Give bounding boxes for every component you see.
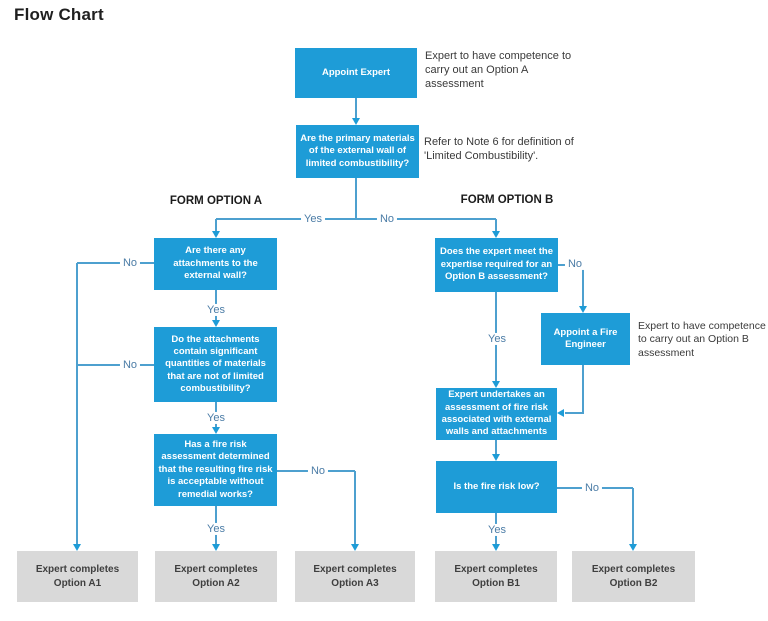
page-title: Flow Chart — [14, 5, 104, 24]
label-risklow-yes: Yes — [485, 524, 509, 536]
arrow-down-icon — [492, 454, 500, 461]
node-fire-risk-low: Is the fire risk low? — [436, 461, 557, 513]
connector-assessment-to-risklow — [495, 440, 497, 455]
connector-materials-to-split — [355, 178, 357, 220]
arrow-down-icon — [352, 118, 360, 125]
annotation-note6: Refer to Note 6 for definition of 'Limited Combustibility'. — [424, 136, 574, 163]
form-option-b-header: FORM OPTION B — [460, 194, 554, 206]
outcome-option-b1: Expert completes Option B1 — [435, 551, 557, 602]
label-expertise-yes: Yes — [485, 333, 509, 345]
outcome-option-a2: Expert completes Option A2 — [155, 551, 277, 602]
node-appoint-expert: Appoint Expert — [295, 48, 417, 98]
arrow-down-icon — [212, 427, 220, 434]
arrow-down-icon — [492, 544, 500, 551]
annotation-option-b-competence: Expert to have competence to carry out an Option B assessment — [638, 320, 766, 359]
annotation-option-a-competence: Expert to have competence to carry out an Option A assessment — [425, 50, 572, 91]
arrow-down-icon — [212, 320, 220, 327]
label-materials-no: No — [120, 359, 140, 371]
label-split-yes: Yes — [301, 213, 325, 225]
label-attachments-no: No — [120, 257, 140, 269]
connector-engineer-down — [582, 365, 584, 414]
label-risklow-no: No — [582, 482, 602, 494]
node-fire-risk-acceptable: Has a fire risk assessment determined that the resulting fire risk is acceptable without remedial works? — [154, 434, 277, 506]
label-expertise-no: No — [565, 258, 585, 270]
connector-materials-no — [77, 364, 154, 366]
connector-attachments-no — [77, 262, 154, 264]
arrow-left-icon — [557, 409, 564, 417]
label-materials-yes: Yes — [204, 412, 228, 424]
node-expert-assessment: Expert undertakes an assessment of fire risk associated with external walls and attachments — [436, 388, 557, 440]
connector-appoint-to-materials — [355, 98, 357, 118]
arrow-down-icon — [212, 544, 220, 551]
arrow-down-icon — [492, 381, 500, 388]
outcome-option-a3: Expert completes Option A3 — [295, 551, 415, 602]
label-acceptable-yes: Yes — [204, 523, 228, 535]
node-attachments: Are there any attachments to the external wall? — [154, 238, 277, 290]
outcome-option-b2: Expert completes Option B2 — [572, 551, 695, 602]
connector-engineer-to-assessment — [565, 412, 583, 414]
arrow-down-icon — [579, 306, 587, 313]
outcome-option-a1: Expert completes Option A1 — [17, 551, 138, 602]
label-acceptable-no: No — [308, 465, 328, 477]
arrow-down-icon — [492, 231, 500, 238]
connector-no-to-b2 — [632, 488, 634, 545]
connector-no-to-a3 — [354, 471, 356, 545]
arrow-down-icon — [351, 544, 359, 551]
connector-split-horizontal — [216, 218, 496, 220]
label-attachments-yes: Yes — [204, 304, 228, 316]
node-attachment-materials: Do the attachments contain significant quantities of materials that are not of limited combustibility? — [154, 327, 277, 402]
arrow-down-icon — [212, 231, 220, 238]
label-split-no: No — [377, 213, 397, 225]
node-primary-materials: Are the primary materials of the external wall of limited combustibility? — [296, 125, 419, 178]
node-expert-expertise: Does the expert meet the expertise required for an Option B assessment? — [435, 238, 558, 292]
arrow-down-icon — [73, 544, 81, 551]
form-option-a-header: FORM OPTION A — [169, 195, 263, 207]
connector-no-to-a1 — [76, 263, 78, 545]
node-appoint-fire-engineer: Appoint a Fire Engineer — [541, 313, 630, 365]
connector-no-to-fire-engineer — [582, 265, 584, 307]
arrow-down-icon — [629, 544, 637, 551]
